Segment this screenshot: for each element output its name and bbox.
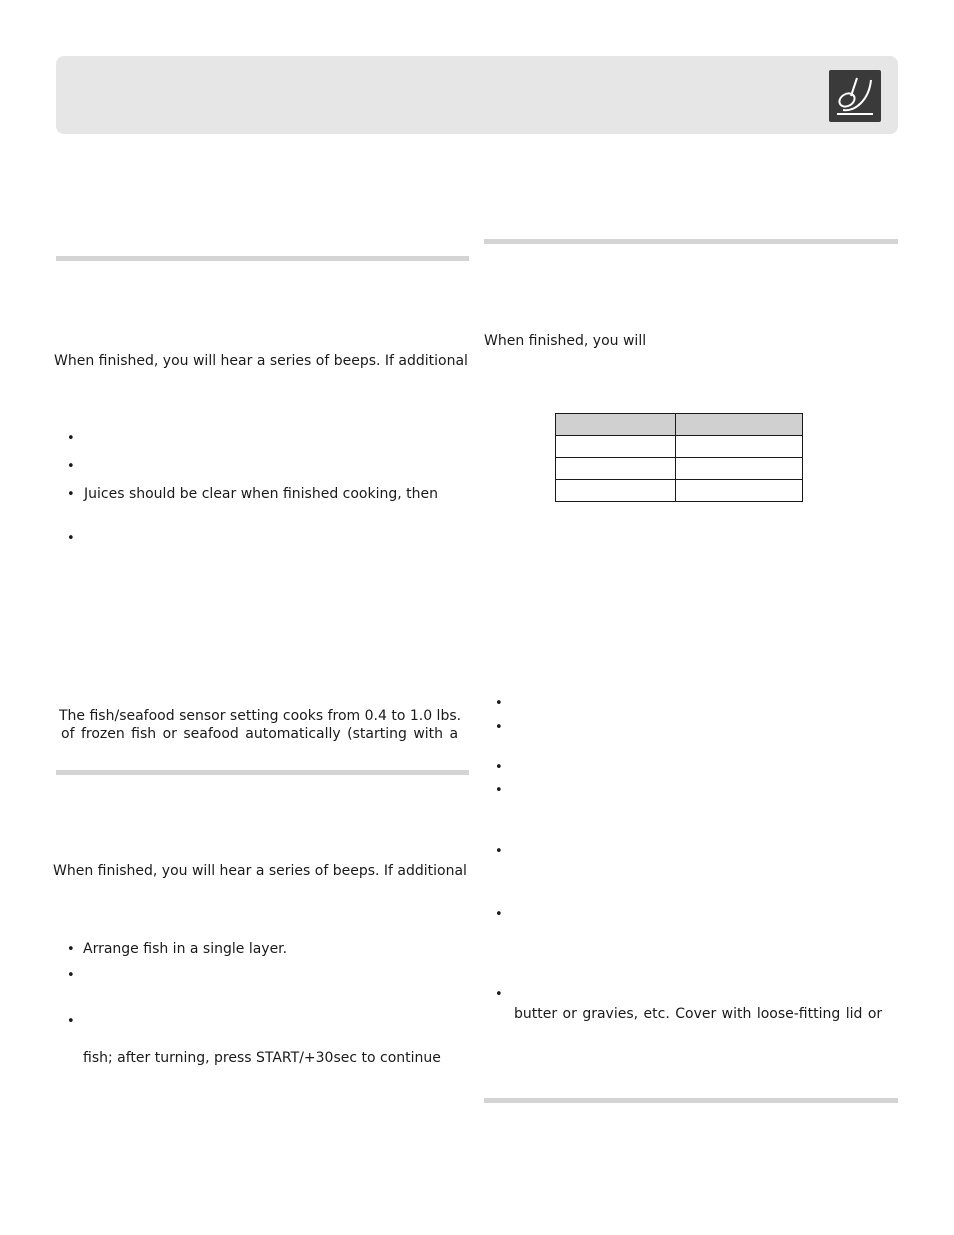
bullet-dot: • [495,907,503,922]
fish-seafood-intro-line-1: The fish/seafood sensor setting cooks from 0.4 to 1.0 lbs. [59,708,462,724]
table-cell [556,414,676,436]
table-row [556,436,803,458]
table-cell [676,458,803,480]
bullet-dot: • [67,459,75,474]
bullet-dot: • [495,987,503,1002]
bullet-dot: • [495,760,503,775]
bullet-dot: • [67,487,75,502]
table-row [556,458,803,480]
table-cell [676,480,803,502]
list-item: Juices should be clear when finished cooking, then [84,486,439,502]
list-item: Arrange fish in a single layer. [83,941,288,957]
section-divider-left-1 [56,256,469,261]
fish-seafood-intro-line-2: of frozen fish or seafood automatically (starting with a [61,726,459,742]
list-item-continuation: butter or gravies, etc. Cover with loose-fitting lid or [514,1006,883,1022]
table-cell [556,480,676,502]
table-cell [556,436,676,458]
table-cell [556,458,676,480]
section-divider-right-2 [484,1098,898,1103]
bullet-dot: • [495,720,503,735]
bullet-dot: • [67,1014,75,1029]
sensor-weight-table [555,413,803,502]
table-cell [676,436,803,458]
section-divider-left-2 [56,770,469,775]
bullet-dot: • [495,783,503,798]
sensor-cook-icon [829,70,881,122]
table-cell [676,414,803,436]
table-row [556,480,803,502]
table-header-row [556,414,803,436]
finished-beeps-text: When finished, you will hear a series of beeps. If additional [53,863,467,879]
page-header-band [56,56,898,134]
bullet-dot: • [495,696,503,711]
bullet-dot: • [67,968,75,983]
bullet-dot: • [495,844,503,859]
bullet-dot: • [67,942,75,957]
bullet-dot: • [67,431,75,446]
finished-beeps-text: When finished, you will [484,333,647,349]
finished-beeps-text: When finished, you will hear a series of beeps. If additional [54,353,468,369]
list-item-continuation: fish; after turning, press START/+30sec to continue [83,1050,441,1066]
section-divider-right-1 [484,239,898,244]
bullet-dot: • [67,531,75,546]
